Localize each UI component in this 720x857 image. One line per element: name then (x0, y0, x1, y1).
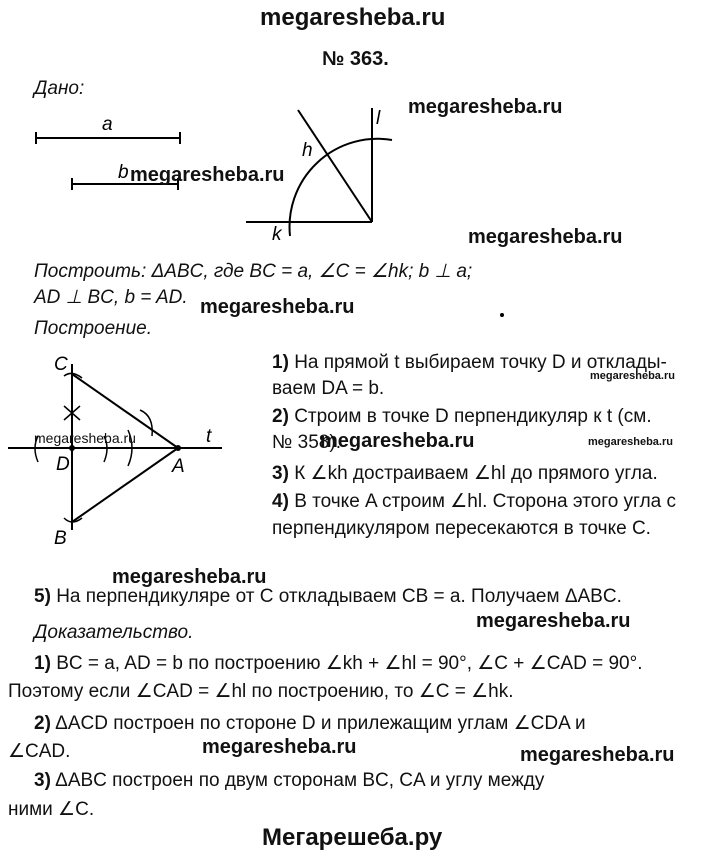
step-4a: 4) В точке A строим ∠hl. Сторона этого угла с (272, 491, 677, 512)
watermark: megaresheba.ru (590, 370, 675, 382)
ray-h-label: h (302, 140, 313, 161)
point-a-label: A (172, 456, 185, 477)
step-5: 5) На перпендикуляре от C откладываем CB = a. Получаем ΔABC. (34, 586, 622, 607)
watermark: megaresheba.ru (202, 736, 357, 758)
watermark: megaresheba.ru (34, 430, 136, 446)
stray-dot (500, 313, 504, 317)
watermark: megaresheba.ru (320, 430, 475, 452)
ray-l-label: l (376, 108, 381, 129)
proof-line-4: ∠CAD. (8, 741, 71, 762)
step-2b: № 358). (272, 432, 341, 453)
watermark: megaresheba.ru (520, 744, 675, 766)
proof-line-2: Поэтому если ∠CAD = ∠hl по построению, то ∠C = ∠hk. (8, 681, 514, 702)
given-label: Дано: (34, 78, 85, 99)
step-1a: 1) На прямой t выбираем точку D и отклады- (272, 352, 667, 373)
site-footer: Мегарешеба.ру (262, 824, 443, 851)
problem-number: № 363. (322, 48, 389, 70)
construction-heading: Построение. (34, 318, 153, 339)
segment-a-label: a (102, 114, 113, 135)
step-2a: 2) Строим в точке D перпендикуляр к t (см. (272, 406, 652, 427)
line-t-label: t (206, 426, 212, 447)
watermark: megaresheba.ru (408, 96, 563, 118)
proof-line-1: 1) BC = a, AD = b по построению ∠kh + ∠hl = 90°, ∠C + ∠CAD = 90°. (34, 653, 643, 674)
proof-line-5: 3) ΔABC построен по двум сторонам BC, CA и углу между (34, 770, 545, 791)
step-3: 3) К ∠kh достраиваем ∠hl до прямого угла. (272, 463, 658, 484)
watermark: megaresheba.ru (112, 566, 267, 588)
task-line-1: Построить: ΔABC, где BC = a, ∠C = ∠hk; b ⊥ a; (34, 261, 473, 282)
point-c-label: C (54, 354, 68, 375)
proof-line-6: ними ∠C. (8, 799, 95, 820)
site-header: megaresheba.ru (260, 4, 446, 31)
watermark: megaresheba.ru (468, 226, 623, 248)
point-b-label: B (54, 528, 67, 549)
step-1b: ваем DA = b. (272, 378, 385, 399)
watermark: megaresheba.ru (476, 610, 631, 632)
watermark: megaresheba.ru (200, 296, 355, 318)
construction-diagram (0, 340, 260, 560)
watermark: megaresheba.ru (588, 436, 673, 448)
proof-line-3: 2) ΔACD построен по стороне D и прилежащим углам ∠CDA и (34, 713, 586, 734)
step-4b: перпендикуляром пересекаются в точке C. (272, 518, 651, 539)
task-line-2: AD ⊥ BC, b = AD. (34, 287, 188, 308)
proof-heading: Доказательство. (34, 622, 194, 643)
given-figures (0, 0, 720, 260)
ray-k-label: k (272, 224, 282, 245)
watermark: megaresheba.ru (130, 164, 285, 186)
segment-b-label: b (118, 162, 129, 183)
point-d-label: D (56, 454, 70, 475)
